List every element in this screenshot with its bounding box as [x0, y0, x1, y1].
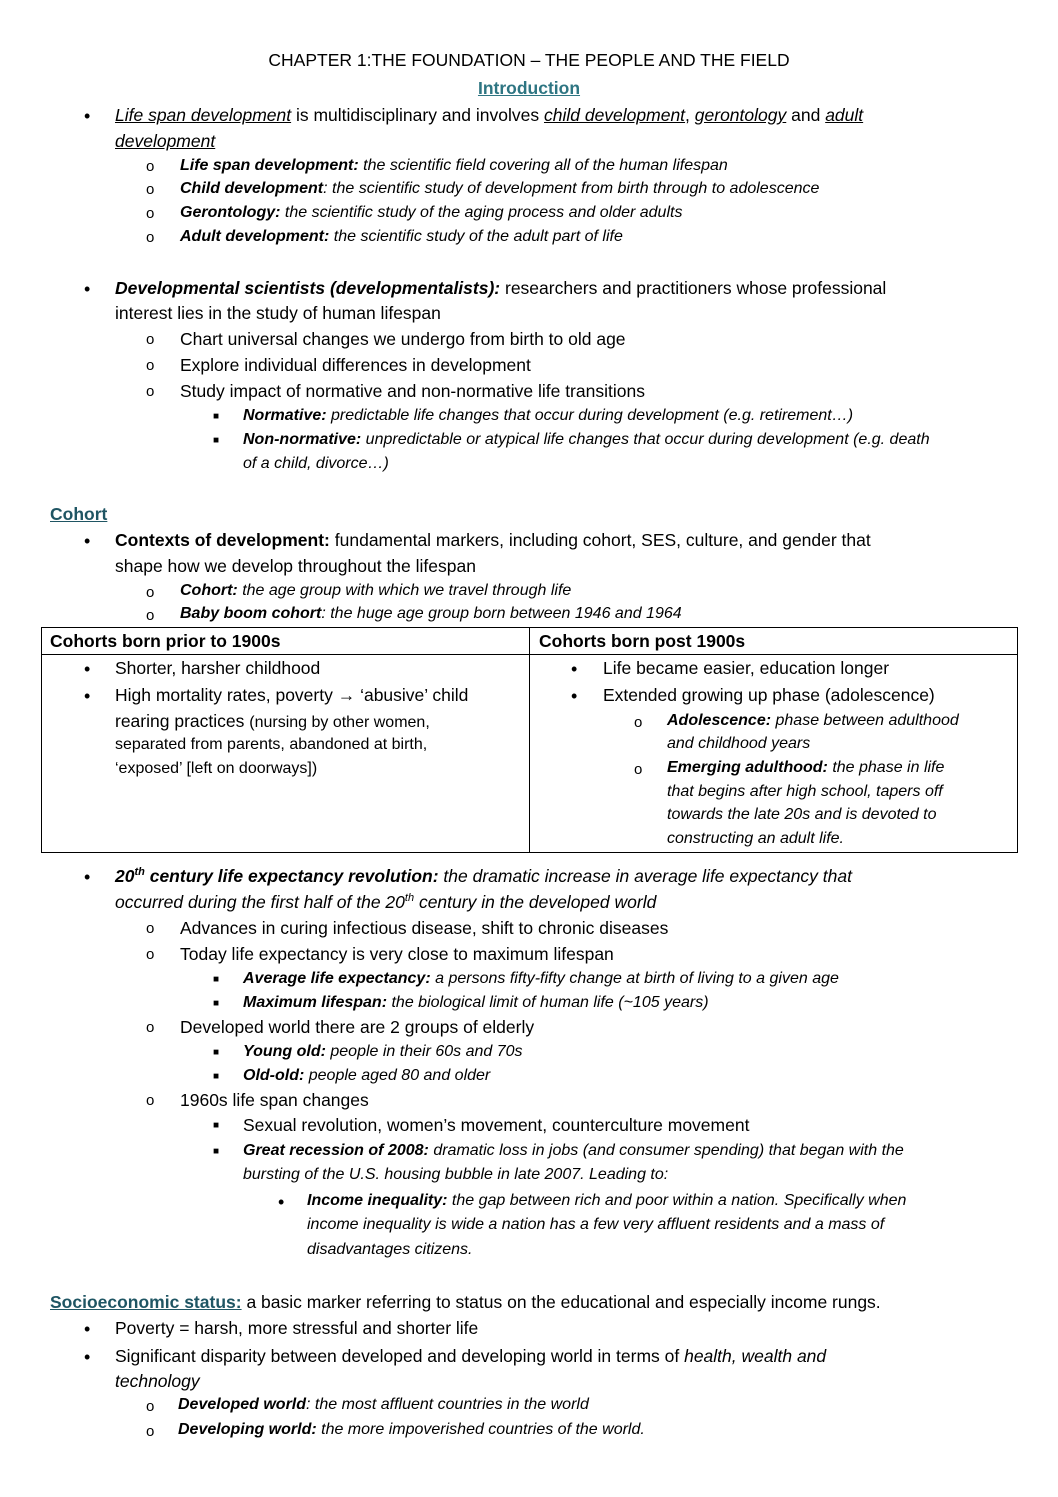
- bullet-icon: •: [84, 106, 91, 126]
- developmentalists-line2: interest lies in the study of human lifespan: [115, 303, 441, 323]
- sixties-revolutions: Sexual revolution, women’s movement, counterculture movement: [243, 1115, 750, 1135]
- def-emerging-line2: that begins after high school, tapers off: [667, 783, 943, 800]
- circle-bullet-icon: o: [146, 181, 155, 198]
- def-child: Child development: the scientific study of development from birth through to adolescence: [180, 180, 820, 197]
- square-bullet-icon: ■: [213, 435, 220, 446]
- def-maximum-lifespan: Maximum lifespan: the biological limit of human life (~105 years): [243, 994, 709, 1011]
- circle-bullet-icon: o: [146, 383, 155, 400]
- def-emerging-adulthood: Emerging adulthood: the phase in life: [667, 759, 945, 776]
- table-divider: [529, 627, 530, 853]
- prior-item-2-line3: separated from parents, abandoned at birth,: [115, 736, 428, 753]
- dev-item-3: Study impact of normative and non-normative life transitions: [180, 381, 645, 401]
- bullet-icon: •: [84, 686, 91, 706]
- def-gerontology: Gerontology: the scientific study of the aging process and older adults: [180, 204, 683, 221]
- circle-bullet-icon: o: [634, 714, 643, 731]
- lifespan-intro-line1: Life span development is multidisciplinary and involves child development, gerontology and adult: [115, 105, 864, 125]
- circle-bullet-icon: o: [634, 761, 643, 778]
- ses-item-2-line2: technology: [115, 1371, 200, 1391]
- def-non-normative-line2: of a child, divorce…): [243, 455, 389, 472]
- circle-bullet-icon: o: [146, 229, 155, 246]
- def-normative: Normative: predictable life changes that occur during development (e.g. retirement…): [243, 407, 854, 424]
- prior-item-2-line2: rearing practices (nursing by other women,: [115, 711, 430, 731]
- square-bullet-icon: ■: [213, 411, 220, 422]
- contexts-line2: shape how we develop throughout the lifespan: [115, 556, 476, 576]
- circle-bullet-icon: o: [146, 1398, 155, 1415]
- page-title: CHAPTER 1:THE FOUNDATION – THE PEOPLE AND THE FIELD: [268, 50, 790, 70]
- developmentalists-line1: Developmental scientists (developmentalists): researchers and practitioners whose professional: [115, 278, 887, 298]
- def-income-inequality-line2: income inequality is wide a nation has a few very affluent residents and a mass of: [307, 1216, 885, 1233]
- cohort-heading: Cohort: [50, 504, 108, 524]
- prior-item-2: High mortality rates, poverty → ‘abusive’ child: [115, 685, 469, 705]
- def-average-life-expectancy: Average life expectancy: a persons fifty-fifty change at birth of living to a given age: [243, 970, 839, 987]
- bullet-icon: •: [278, 1192, 285, 1212]
- lifespan-intro-line2: development: [115, 131, 216, 151]
- def-emerging-line3: towards the late 20s and is devoted to: [667, 806, 937, 823]
- bullet-icon: •: [571, 659, 578, 679]
- def-lifespan: Life span development: the scientific field covering all of the human lifespan: [180, 157, 728, 174]
- circle-bullet-icon: o: [146, 920, 155, 937]
- contexts-line1: Contexts of development: fundamental markers, including cohort, SES, culture, and gender that: [115, 530, 871, 550]
- lifeexp-item-3: Developed world there are 2 groups of elderly: [180, 1017, 535, 1037]
- introduction-heading: Introduction: [477, 78, 581, 98]
- def-old-old: Old-old: people aged 80 and older: [243, 1067, 491, 1084]
- post-item-1: Life became easier, education longer: [603, 658, 890, 678]
- table-header-post: Cohorts born post 1900s: [539, 631, 746, 651]
- ses-item-2: Significant disparity between developed and developing world in terms of health, wealth and: [115, 1346, 827, 1366]
- circle-bullet-icon: o: [146, 1019, 155, 1036]
- def-adult: Adult development: the scientific study of the adult part of life: [180, 228, 623, 245]
- ses-item-1: Poverty = harsh, more stressful and shorter life: [115, 1318, 479, 1338]
- circle-bullet-icon: o: [146, 205, 155, 222]
- square-bullet-icon: ■: [213, 998, 220, 1009]
- def-developed-world: Developed world: the most affluent countries in the world: [178, 1396, 589, 1413]
- circle-bullet-icon: o: [146, 331, 155, 348]
- circle-bullet-icon: o: [146, 584, 155, 601]
- ses-heading: Socioeconomic status:: [50, 1292, 242, 1312]
- def-baby-boom: Baby boom cohort: the huge age group born between 1946 and 1964: [180, 605, 682, 622]
- bullet-icon: •: [84, 659, 91, 679]
- def-non-normative: Non-normative: unpredictable or atypical life changes that occur during development (e.g. death: [243, 431, 930, 448]
- bullet-icon: •: [84, 1319, 91, 1339]
- prior-item-2-line4: ‘exposed’ [left on doorways]): [115, 760, 318, 777]
- bullet-icon: •: [84, 531, 91, 551]
- table-header-rule: [41, 654, 1018, 655]
- lifeexp-item-2: Today life expectancy is very close to maximum lifespan: [180, 944, 614, 964]
- def-income-inequality: Income inequality: the gap between rich and poor within a nation. Specifically when: [307, 1192, 907, 1209]
- square-bullet-icon: ■: [213, 1071, 220, 1082]
- dev-item-1: Chart universal changes we undergo from birth to old age: [180, 329, 626, 349]
- circle-bullet-icon: o: [146, 1092, 155, 1109]
- ses-line: Socioeconomic status: a basic marker referring to status on the educational and especially income rungs.: [50, 1292, 881, 1312]
- def-adolescence-line2: and childhood years: [667, 735, 811, 752]
- square-bullet-icon: ■: [213, 1047, 220, 1058]
- def-adolescence: Adolescence: phase between adulthood: [667, 712, 959, 729]
- circle-bullet-icon: o: [146, 607, 155, 624]
- square-bullet-icon: ■: [213, 974, 220, 985]
- def-income-inequality-line3: disadvantages citizens.: [307, 1241, 473, 1258]
- bullet-icon: •: [84, 279, 91, 299]
- def-great-recession: Great recession of 2008: dramatic loss in jobs (and consumer spending) that began with the: [243, 1142, 904, 1159]
- dev-item-2: Explore individual differences in development: [180, 355, 531, 375]
- lifeexp-item-4: 1960s life span changes: [180, 1090, 369, 1110]
- def-developing-world: Developing world: the more impoverished countries of the world.: [178, 1421, 645, 1438]
- arrow-right-icon: →: [337, 685, 356, 705]
- prior-item-1: Shorter, harsher childhood: [115, 658, 321, 678]
- def-great-recession-line2: bursting of the U.S. housing bubble in late 2007. Leading to:: [243, 1166, 669, 1183]
- square-bullet-icon: ■: [213, 1146, 220, 1157]
- bullet-icon: •: [84, 1347, 91, 1367]
- bullet-icon: •: [571, 686, 578, 706]
- circle-bullet-icon: o: [146, 946, 155, 963]
- post-item-2: Extended growing up phase (adolescence): [603, 685, 935, 705]
- bullet-icon: •: [84, 867, 91, 887]
- circle-bullet-icon: o: [146, 158, 155, 175]
- def-emerging-line4: constructing an adult life.: [667, 830, 844, 847]
- square-bullet-icon: ■: [213, 1120, 220, 1131]
- def-cohort: Cohort: the age group with which we travel through life: [180, 582, 572, 599]
- def-young-old: Young old: people in their 60s and 70s: [243, 1043, 523, 1060]
- life-expectancy-line2: occurred during the first half of the 20th century in the developed world: [115, 892, 657, 912]
- lifeexp-item-1: Advances in curing infectious disease, shift to chronic diseases: [180, 918, 669, 938]
- table-header-prior: Cohorts born prior to 1900s: [50, 631, 281, 651]
- life-expectancy-line1: 20th century life expectancy revolution: the dramatic increase in average life expectancy that: [115, 866, 852, 886]
- circle-bullet-icon: o: [146, 357, 155, 374]
- circle-bullet-icon: o: [146, 1423, 155, 1440]
